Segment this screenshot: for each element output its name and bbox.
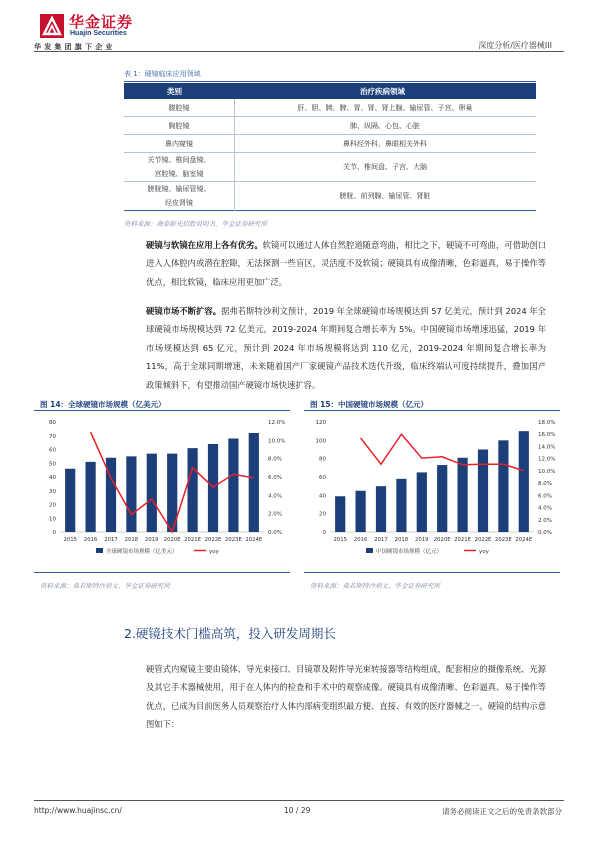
- table-cell-category: 关节镜、椎间盘镜、: [147, 156, 211, 164]
- legend-bar-label: 中国硬镜市场规模（亿元）: [376, 549, 443, 555]
- legend-line-label: yoy: [479, 549, 489, 555]
- bar: [126, 456, 136, 532]
- table-cell-category-line2: 宫腔镜、脑室镜: [154, 170, 204, 178]
- y2-tick-label: 4.0%: [268, 493, 282, 500]
- figure-14-source: 资料来源：弗若斯特沙利文，华金证券研究所: [40, 582, 170, 590]
- figure-15-title: 图 15：中国硬镜市场规模（亿元）: [310, 400, 429, 409]
- report-type: 深度分析/医疗器械III: [478, 41, 552, 50]
- y2-tick-label: 12.0%: [538, 456, 556, 463]
- figure-15-bottom-rule: [304, 572, 560, 573]
- table-cell-field: 鼻科经外科、鼻眼相关外科: [343, 140, 427, 148]
- table-header-category: 类别: [167, 87, 182, 96]
- y-tick-label: 30: [49, 488, 56, 495]
- huajin-logo-icon: [40, 14, 64, 38]
- x-tick-label: 2018: [394, 537, 409, 543]
- table-source: 资料来源：海泰新光招股说明书，华金证券研究所: [124, 220, 267, 228]
- legend-line-label: yoy: [209, 549, 219, 555]
- legend-bar-swatch: [366, 548, 373, 553]
- header-divider: [34, 51, 564, 52]
- section-paragraph: 硬管式内窥镜主要由镜体、导光束接口、目镜罩及附件导光束转接器等结构组成，配套相应的摄像系统、光源及其它手术器械使用，用于在人体内的检查和手术中的观察成像。硬镜具有成像清晰、色彩逼真、易于操作等优点，已成为目前医务人员观察治疗人体内部病变组织最方便、直接、有效的医疗器械之一。硬镜的结构示意图如下：: [146, 664, 546, 730]
- header-slogan: 华发集团旗下企业: [34, 43, 116, 51]
- y-tick-label: 80: [49, 420, 56, 426]
- x-tick-label: 2021E: [184, 537, 202, 543]
- table-cell-category-line2: 经皮肾镜: [165, 199, 193, 207]
- table-top-rule: [124, 81, 536, 82]
- table-cell-category: 鼻内窥镜: [165, 140, 193, 148]
- bar: [356, 491, 366, 532]
- y-tick-label: 10: [49, 516, 56, 523]
- bar: [335, 496, 345, 532]
- x-tick-label: 2016: [83, 537, 98, 543]
- table-cell-field: 肝、胆、胰、脾、胃、肾、肾上腺、输尿管、子宫、卵巢: [297, 104, 473, 112]
- y2-tick-label: 4.0%: [538, 505, 552, 512]
- bar: [228, 439, 238, 533]
- y-tick-label: 40: [49, 475, 56, 481]
- section-title: 2.硬镜技术门槛高筑，投入研发周期长: [124, 626, 336, 641]
- bar: [396, 479, 406, 532]
- y-tick-label: 80: [319, 456, 326, 463]
- bar: [417, 472, 427, 532]
- bar: [147, 454, 157, 532]
- figure-14-rule: [34, 410, 290, 411]
- table-cell-field: 关节、椎间盘、子宫、大脑: [343, 163, 427, 171]
- bar: [86, 462, 96, 532]
- y-tick-label: 120: [315, 420, 326, 426]
- bar: [249, 433, 259, 532]
- x-tick-label: 2024E: [515, 537, 533, 543]
- table-title: 表 1：硬镜临床应用领域: [124, 70, 201, 78]
- table-row: [124, 117, 536, 135]
- page-number: 10 / 29: [284, 806, 311, 815]
- figure-14-chart: [34, 412, 290, 572]
- x-tick-label: 2015: [63, 537, 77, 543]
- logo-name-cn: 华金证券: [69, 13, 134, 31]
- table-cell-field: 肺、纵隔、心包、心脏: [350, 122, 420, 130]
- bar: [519, 431, 529, 532]
- bar: [478, 450, 488, 533]
- figure-14-title: 图 14：全球硬镜市场规模（亿美元）: [40, 400, 166, 409]
- footer-divider: [34, 800, 564, 801]
- x-tick-label: 2019: [415, 537, 429, 543]
- x-tick-label: 2022E: [474, 537, 492, 543]
- y-tick-label: 100: [315, 438, 326, 445]
- x-tick-label: 2020E: [163, 537, 181, 543]
- y-tick-label: 60: [319, 475, 326, 481]
- table-row: [124, 99, 536, 117]
- y2-tick-label: 2.0%: [268, 511, 282, 518]
- y2-tick-label: 0.0%: [268, 530, 282, 536]
- figure-15-rule: [304, 410, 560, 411]
- x-tick-label: 2019: [145, 537, 159, 543]
- y-tick-label: 60: [49, 447, 56, 454]
- y2-tick-label: 10.0%: [538, 468, 556, 475]
- x-tick-label: 2024E: [245, 537, 263, 543]
- paragraph-hard-vs-soft: [146, 236, 546, 291]
- figure-15-source: 资料来源：弗若斯特沙利文，华金证券研究所: [310, 582, 440, 590]
- table-row: [124, 153, 536, 182]
- figure-15-chart: [304, 412, 560, 572]
- y-tick-label: 20: [319, 511, 326, 518]
- y-tick-label: 70: [49, 433, 56, 440]
- bar: [188, 448, 198, 532]
- y2-tick-label: 12.0%: [268, 420, 286, 426]
- table-row: [124, 135, 536, 153]
- paragraph-text: 软镜可以通过人体自然腔道随意弯曲，相比之下，硬镜不可弯曲，可借助创口进入人体腔内或潜在腔隙，无法探测一些盲区，灵活度不及软镜；硬镜具有成像清晰，色彩逼真，易于操作等优点，相比软镜，临床应用更加广泛。: [146, 240, 546, 287]
- table-column-divider: [234, 99, 235, 211]
- table-cell-category: 胸腔镜: [168, 122, 190, 130]
- y2-tick-label: 18.0%: [538, 420, 556, 426]
- y2-tick-label: 6.0%: [538, 493, 552, 500]
- y-tick-label: 0: [322, 530, 326, 536]
- paragraph-lead: 硬镜市场不断扩容。: [146, 306, 222, 316]
- y2-tick-label: 16.0%: [538, 432, 556, 439]
- table-header-field: 治疗疾病领域: [360, 87, 405, 96]
- x-tick-label: 2018: [124, 537, 139, 543]
- paragraph-lead: 硬镜与软镜在应用上各有优劣。: [146, 240, 263, 250]
- x-tick-label: 2016: [353, 537, 368, 543]
- table-cell-field: 膀胱、前列腺、输尿管、肾脏: [339, 192, 431, 200]
- bar: [498, 440, 508, 532]
- y2-tick-label: 2.0%: [538, 517, 552, 524]
- y-tick-label: 50: [49, 461, 56, 468]
- paragraph-market-expansion: [146, 302, 546, 394]
- y2-tick-label: 10.0%: [268, 438, 286, 445]
- paragraph-text: 据弗若斯特沙利文预计，2019 年全球硬镜市场规模达到 57 亿美元，预计到 2024 年全球硬镜市场规模达到 72 亿美元，2019-2024 年期间复合增长率为 5%。中国硬镜市场增速迅猛，2019 年市场规模达到 65 亿元，预计到 2024 年市场规模将达到 110 亿元，2019-2024 年期间复合增长率为 11%，高于全球同期增速，未来随着国产厂家硬镜产品技术迭代升级，临床终端认可度持续提升，叠加国产政策倾斜下，有望推动国产硬镜市场快速扩容。: [146, 306, 546, 390]
- x-tick-label: 2015: [333, 537, 347, 543]
- bar: [376, 486, 386, 532]
- bar: [437, 465, 447, 532]
- legend-bar-swatch: [96, 548, 103, 553]
- x-tick-label: 2023E: [224, 537, 242, 543]
- y2-tick-label: 8.0%: [268, 456, 282, 463]
- x-tick-label: 2021E: [454, 537, 472, 543]
- legend-bar-label: 全球硬镜市场规模（亿美元）: [106, 549, 178, 555]
- logo-name-en: Huajin Securities: [70, 30, 127, 37]
- y2-tick-label: 0.0%: [538, 530, 552, 536]
- figure-14-bottom-rule: [34, 572, 290, 573]
- table-cell-category: 腹腔镜: [168, 104, 190, 112]
- x-tick-label: 2022E: [204, 537, 222, 543]
- bar: [458, 458, 468, 532]
- bar: [208, 444, 218, 532]
- x-tick-label: 2017: [374, 537, 388, 543]
- y-tick-label: 20: [49, 502, 56, 509]
- y-tick-label: 0: [52, 530, 56, 536]
- bar: [65, 469, 75, 532]
- x-tick-label: 2017: [104, 537, 118, 543]
- x-tick-label: 2023E: [494, 537, 512, 543]
- table-row: [124, 182, 536, 211]
- y-tick-label: 40: [319, 493, 326, 500]
- footer-disclaimer: 请务必阅读正文之后的免责条款部分: [442, 807, 562, 816]
- table-cell-category: 膀胱镜、输尿管镜、: [147, 185, 211, 193]
- y2-tick-label: 8.0%: [538, 481, 552, 488]
- x-tick-label: 2020E: [433, 537, 451, 543]
- y2-tick-label: 14.0%: [538, 444, 556, 451]
- footer-url-link[interactable]: http://www.huajinsc.cn/: [34, 806, 122, 815]
- y2-tick-label: 6.0%: [268, 475, 282, 481]
- table-header: [124, 83, 536, 99]
